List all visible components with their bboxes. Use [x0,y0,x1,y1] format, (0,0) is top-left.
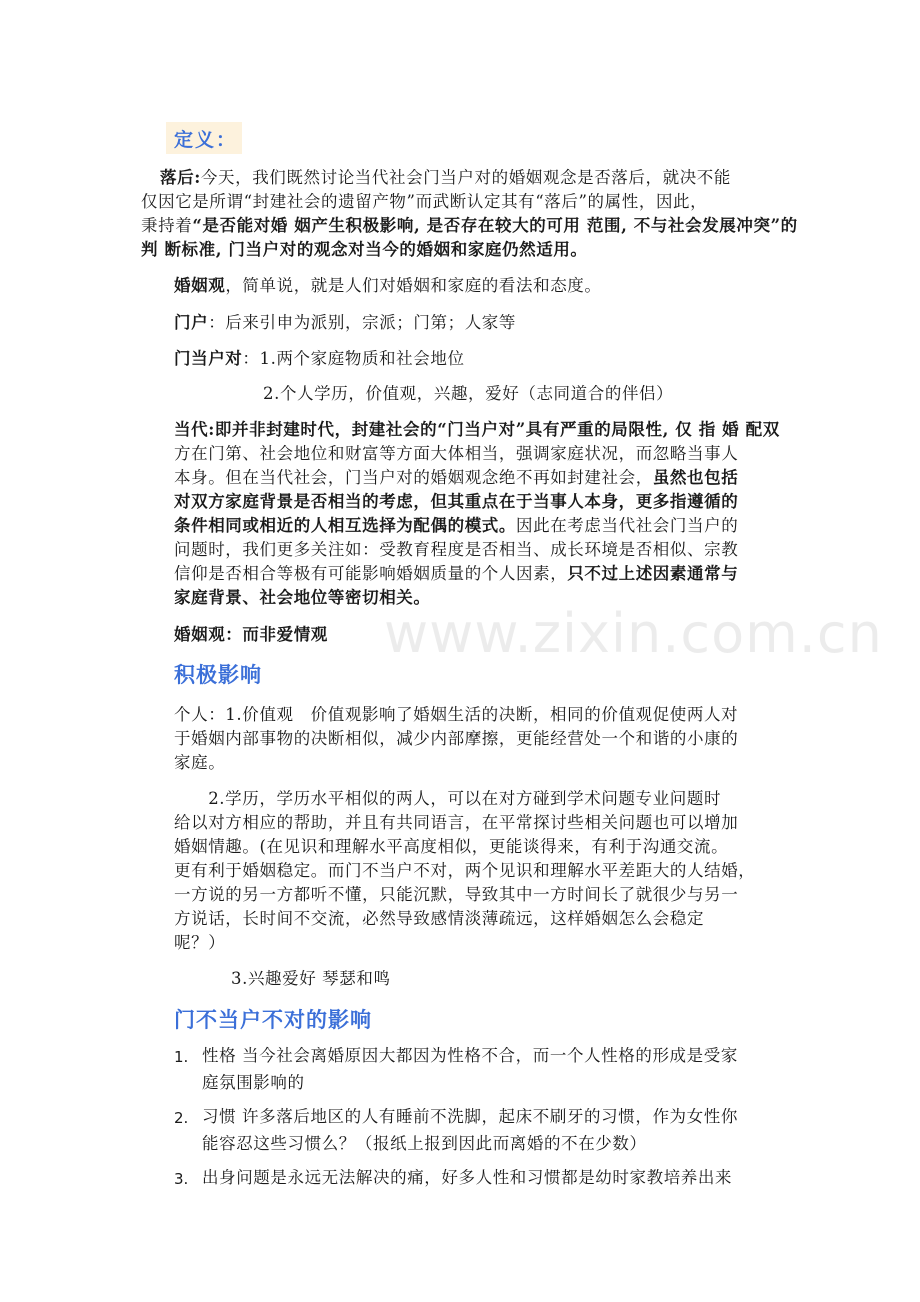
positive-p2-line-5: 一方说的另一方都听不懂，只能沉默，导致其中一方时间长了就很少与另一 [174,885,739,904]
positive-p3: 3.兴趣爱好 琴瑟和鸣 [231,969,391,988]
mdhd-label: 门当户对 [174,349,243,368]
luohou-text-1: 今天，我们既然讨论当代社会门当户对的婚姻观念是否落后，就决不能 [200,168,732,187]
dangdai-line-2: 方在门第、社会地位和财富等方面大体相当，强调家庭状况，而忽略当事人 [174,444,739,463]
menhu-text: ：后来引申为派别，宗派；门第；人家等 [208,313,517,332]
luohou-line-3 [141,214,798,239]
negative-item-2-num: 2. [174,1109,189,1127]
positive-p2-line-1: 2.学历，学历水平相似的两人，可以在对方碰到学术问题专业问题时 [174,789,722,808]
positive-heading: 积极影响 [174,663,262,687]
dangdai-line-6: 问题时，我们更多关注如：受教育程度是否相当、成长环境是否相似、宗教 [174,540,739,559]
dangdai-line-1 [174,418,780,443]
negative-item-1-line-2: 庭氛围影响的 [202,1072,305,1092]
dangdai-line-5a: 条件相同或相近的人相互选择为配偶的模式。 [174,516,516,535]
dangdai-line-3 [174,466,738,491]
dangdai-line-5 [174,514,738,539]
positive-p1-line-2: 于婚姻内部事物的决断相似，减少内部摩擦，更能经营处一个和谐的小康的 [174,729,739,748]
dangdai-line-8: 家庭背景、社会地位等密切相关。 [174,588,431,607]
positive-p2-line-7: 呢？） [174,933,226,952]
positive-p1-line-3: 家庭。 [174,753,226,772]
dangdai-line-7b: 只不过上述因素通常与 [567,564,739,583]
hunyinguan-label: 婚姻观 [174,276,226,295]
positive-p2-line-6: 方说话，长时间不交流，必然导致感情淡薄疏远，这样婚姻怎么会稳定 [174,909,705,928]
menhu-label: 门户 [174,313,209,332]
mdhd-line-1 [174,347,465,372]
negative-item-1-line-1: 性格 当今社会离婚原因大都因为性格不合，而一个人性格的形成是受家 [202,1046,738,1065]
hunyinguan-not-love: 婚姻观：而非爱情观 [174,625,328,644]
luohou-bold-1: “是否能对婚 姻产生积极影响, 是否存在较大的可用 范围, 不与社会发展冲突”的 [192,216,798,235]
luohou-label: 落后: [160,168,201,187]
dangdai-label: 当代: [174,420,215,439]
negative-item-2-line-1: 习惯 许多落后地区的人有睡前不洗脚，起床不刷牙的习惯，作为女性你 [202,1107,738,1126]
watermark: www.zixin.com.cn [384,602,883,665]
negative-item-1-num: 1. [174,1048,189,1066]
dangdai-line-4: 对双方家庭背景是否相当的考虑，但其重点在于当事人本身，更多指遵循的 [174,492,739,511]
hunyinguan-line [174,274,602,299]
hunyinguan-text: ，简单说，就是人们对婚姻和家庭的看法和态度。 [225,276,602,295]
negative-item-3 [202,1165,787,1192]
dangdai-line-3a: 本身。但在当代社会，门当户对的婚姻观念绝不再如封建社会， [174,468,653,487]
positive-p1-line-1: 个人：1.价值观 价值观影响了婚姻生活的决断，相同的价值观促使两人对 [174,705,739,724]
negative-item-3-num: 3. [174,1170,189,1188]
dangdai-line-7a: 信仰是否相合等极有可能影响婚姻质量的个人因素， [174,564,568,583]
luohou-line-2: 仅因它是所谓“封建社会的遗留产物”而武断认定其有“落后”的属性，因此， [141,192,708,211]
negative-item-3-line-1: 出身问题是永远无法解决的痛，好多人性和习惯都是幼时家教培养出来 [202,1168,733,1187]
dangdai-bold-intro: 即并非封建时代，封建社会的“门当户对”具有严重的局限性, 仅 指 婚 配双 [214,420,780,439]
mdhd-item-1: ：1.两个家庭物质和社会地位 [242,349,465,368]
positive-p2-line-3: 婚姻情趣。(在见识和理解水平高度相似，更能谈得来，有利于沟通交流。 [174,837,729,856]
negative-item-2-line-2: 能容忍这些习惯么？（报纸上报到因此而离婚的不在少数） [202,1133,647,1153]
mdhd-item-2: 2.个人学历，价值观，兴趣，爱好（志同道合的伴侣） [263,384,674,403]
dangdai-line-5b: 因此在考虑当代社会门当户的 [516,516,739,535]
dangdai-line-7 [174,562,738,587]
positive-p2-line-2: 给以对方相应的帮助，并且有共同语言，在平常探讨些相关问题也可以增加 [174,813,739,832]
positive-p2-line-4: 更有利于婚姻稳定。而门不当户不对，两个见识和理解水平差距大的人结婚， [174,861,756,880]
negative-item-1 [202,1043,787,1096]
definition-heading: 定义： [174,129,238,151]
luohou-bold-2: 判 断标准, 门当户对的观念对当今的婚姻和家庭仍然适用。 [141,240,588,259]
dangdai-line-3b: 虽然也包括 [652,468,739,487]
negative-heading: 门不当户不对的影响 [174,1008,372,1032]
luohou-text-3: 秉持着 [141,216,193,235]
luohou-line-1 [160,166,731,191]
negative-item-2 [202,1104,787,1157]
menhu-line [174,311,516,336]
